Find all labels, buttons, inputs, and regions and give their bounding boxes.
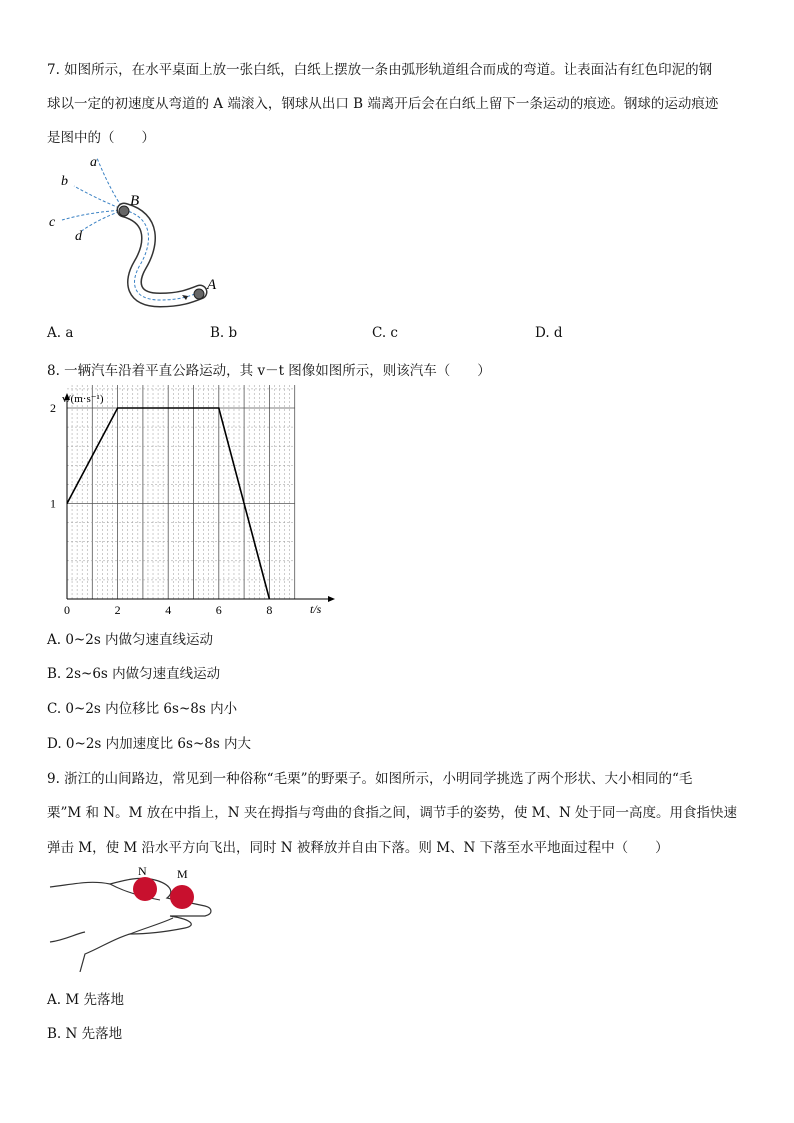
y-axis-label: v/(m·s⁻¹) (62, 393, 104, 405)
q9-stem-line3: 弹击 M，使 M 沿水平方向飞出，同时 N 被释放并自由下落。则 M、N 下落至水平地面过程中（ ） (47, 840, 669, 856)
q7-track-figure (40, 150, 230, 315)
q8-option-d[interactable]: D. 0~2s 内加速度比 6s~8s 内大 (47, 736, 252, 752)
q7-option-b[interactable]: B. b (210, 325, 238, 341)
x-tick-label: 2 (114, 603, 121, 617)
x-tick-label: 6 (215, 603, 222, 617)
q9-option-b[interactable]: B. N 先落地 (47, 1026, 123, 1042)
q8-option-b[interactable]: B. 2s~6s 内做匀速直线运动 (47, 666, 221, 682)
chestnut-m (170, 885, 194, 909)
q7-label-c: c (49, 215, 56, 230)
x-axis-label: t/s (310, 602, 322, 616)
x-tick-label: 4 (165, 603, 172, 617)
q9-label-M: M (177, 867, 188, 881)
q7-label-a: a (90, 155, 97, 170)
q7-option-a[interactable]: A. a (47, 325, 74, 341)
q7-option-d[interactable]: D. d (535, 325, 563, 341)
chestnut-n (133, 877, 157, 901)
q7-stem-line3: 是图中的（ ） (47, 130, 155, 146)
q7-label-B: B (130, 193, 140, 209)
q7-label-d: d (75, 229, 82, 244)
q8-option-c[interactable]: C. 0~2s 内位移比 6s~8s 内小 (47, 701, 238, 717)
q9-option-a[interactable]: A. M 先落地 (47, 992, 124, 1008)
q7-stem-line1: 7. 如图所示，在水平桌面上放一张白纸，白纸上摆放一条由弧形轨道组合而成的弯道。让表面沾有红色印泥的钢 (47, 62, 713, 78)
x-tick-label: 0 (64, 603, 70, 617)
q8-vt-chart (40, 385, 340, 620)
q8-option-a[interactable]: A. 0~2s 内做匀速直线运动 (47, 632, 214, 648)
x-tick-label: 8 (266, 603, 273, 617)
y-tick-label: 1 (50, 496, 56, 511)
q8-stem: 8. 一辆汽车沿着平直公路运动，其 v－t 图像如图所示，则该汽车（ ） (47, 363, 491, 379)
q7-label-b: b (61, 174, 68, 189)
y-tick-label: 2 (50, 401, 56, 415)
q9-stem-line2: 栗”M 和 N。M 放在中指上，N 夹在拇指与弯曲的食指之间，调节手的姿势，使 M、N 处于同一高度。用食指快速 (47, 805, 738, 821)
q9-label-N: N (138, 864, 147, 878)
q7-option-c[interactable]: C. c (372, 325, 398, 341)
q9-hand-figure (45, 862, 220, 972)
q7-stem-line2: 球以一定的初速度从弯道的 A 端滚入，钢球从出口 B 端离开后会在白纸上留下一条运动的痕迹。钢球的运动痕迹 (47, 96, 719, 112)
x-axis-arrow (328, 596, 335, 602)
q7-label-A: A (207, 277, 217, 293)
q9-stem-line1: 9. 浙江的山间路边，常见到一种俗称“毛栗”的野栗子。如图所示，小明同学挑选了两个形状、大小相同的“毛 (47, 771, 693, 787)
